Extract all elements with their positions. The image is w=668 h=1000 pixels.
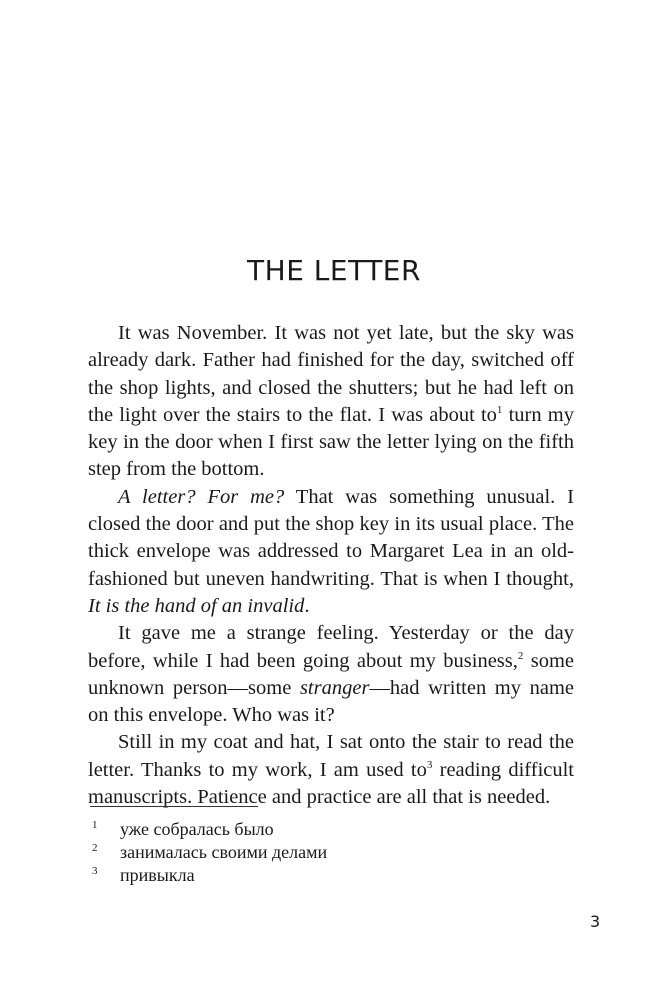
footnote bbox=[92, 864, 327, 887]
chapter-title: THE LETTER bbox=[247, 254, 421, 287]
footnote-divider bbox=[90, 806, 258, 807]
text-run: It gave me a strange feeling. Yesterday or the day before, while I had been going about my business, bbox=[88, 622, 574, 672]
footnote-text: уже собралась было bbox=[120, 819, 274, 839]
footnote-text: занималась своими делами bbox=[120, 842, 328, 862]
footnote bbox=[92, 841, 327, 864]
text-run: Still in my coat and hat, I sat onto the stair to read the letter. Thanks to my work, I am used to bbox=[88, 731, 574, 781]
text-run: turn my key in the door when I first saw the letter lying on the fifth step from the bottom. bbox=[88, 403, 574, 481]
paragraph bbox=[88, 729, 574, 811]
footnote-ref[interactable]: 2 bbox=[517, 649, 524, 662]
footnote-ref[interactable]: 1 bbox=[496, 404, 503, 417]
footnote-number: 2 bbox=[92, 842, 98, 854]
footnotes bbox=[92, 818, 327, 887]
text-run: It was November. It was not yet late, but the sky was already dark. Father had finished for the day, switched off the shop lights, and closed the shutters; but he had left on the light over the stairs to the flat. I was about to bbox=[88, 322, 574, 426]
paragraph bbox=[88, 484, 574, 620]
footnote-number: 3 bbox=[92, 865, 98, 877]
page-number: 3 bbox=[590, 912, 601, 931]
footnote-ref[interactable]: 3 bbox=[426, 758, 433, 771]
paragraph bbox=[88, 320, 574, 484]
footnote-number: 1 bbox=[92, 819, 98, 831]
footnote-text: привыкла bbox=[120, 865, 195, 885]
text-run: —had written my name on this envelope. Who was it? bbox=[88, 676, 574, 727]
text-run: reading difficult manuscripts. Patience and practice are all that is needed. bbox=[88, 758, 575, 809]
text-run: That was something unusual. I closed the door and put the shop key in its usual place. The thick envelope was addressed to Margaret Lea in an old-fashioned but uneven handwriting. That is when I thought, bbox=[88, 485, 574, 590]
paragraph bbox=[88, 620, 574, 729]
italic-run: stranger bbox=[299, 676, 370, 699]
text-run: some unknown person—some bbox=[88, 649, 574, 699]
footnote bbox=[92, 818, 327, 841]
italic-run: A letter? For me? bbox=[118, 485, 285, 508]
text-run: . bbox=[304, 594, 310, 617]
italic-run: It is the hand of an invalid bbox=[88, 594, 305, 617]
body-text bbox=[88, 320, 574, 811]
